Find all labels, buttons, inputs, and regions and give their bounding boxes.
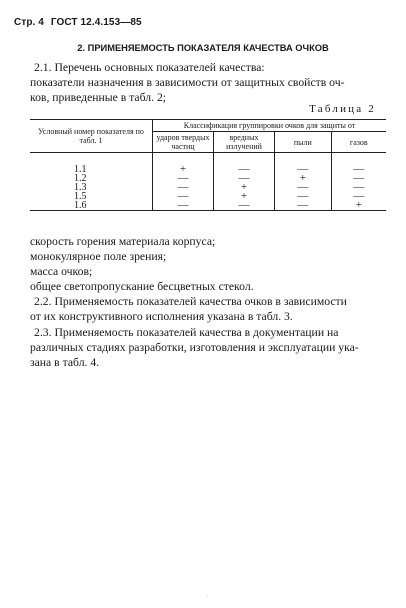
table-cell: — [331,174,386,183]
table-cell: — [153,183,214,192]
table-cell: — [331,192,386,201]
indicator-list [30,234,384,294]
paragraph-line: 2.3. Применяемость показателей качества в документации на [34,326,339,339]
table-cell: + [214,183,275,192]
list-item: скорость горения материала корпуса; [30,235,216,248]
table-row [30,201,386,211]
table-cell: — [153,174,214,183]
list-item: масса очков; [30,265,93,278]
standard-code: ГОСТ 12.4.153—85 [50,17,142,28]
col-header-impact: ударов твердых частиц [153,132,214,153]
table-cell: — [153,201,214,211]
table-2 [30,119,386,211]
table-cell: + [275,174,332,183]
paragraph-2-2 [30,294,384,324]
table-cell: + [331,201,386,211]
table-cell: — [275,183,332,192]
footer-mark: · [206,594,208,600]
row-number: 1.6 [30,201,153,211]
table-cell: + [214,192,275,201]
table-cell: — [214,174,275,183]
table-cell: — [275,165,332,174]
paragraph-2-3 [30,325,384,370]
table-cell: — [214,165,275,174]
table-cell: — [331,183,386,192]
list-item: общее светопропускание бесцветных стекол. [30,280,254,293]
table-cell: — [275,201,332,211]
paragraph-line: от их конструктивного исполнения указана в табл. 3. [30,310,293,323]
paragraph-line: показатели назначения в зависимости от защитных свойств оч- [30,76,345,89]
paragraph-line: зана в табл. 4. [30,356,100,369]
col-header-gas: газов [331,132,386,153]
page-number: Стр. 4 [14,17,44,28]
col-header-radiation: вредных излучений [214,132,275,153]
list-item: монокулярное поле зрения; [30,250,167,263]
table-cell: + [153,165,214,174]
row-number: 1.1 [74,163,87,175]
paragraph-line: 2.1. Перечень основных показателей качества: [34,61,265,74]
table-cell: — [214,201,275,211]
row-number: 1.3 [74,181,87,193]
paragraph-line: 2.2. Применяемость показателей качества очков в зависимости [34,295,347,308]
table-cell: — [275,192,332,201]
paragraph-line: ков, приведенные в табл. 2; [30,91,167,104]
col-header-indicator: Условный номер показателя по табл. 1 [30,120,153,153]
page-header [14,17,142,28]
table-caption: Таблица 2 [309,103,376,115]
section-title: 2. ПРИМЕНЯЕМОСТЬ ПОКАЗАТЕЛЯ КАЧЕСТВА ОЧКОВ [77,43,329,53]
paragraph-2-1 [30,60,384,105]
row-number: 1.2 [74,172,87,184]
paragraph-line: различных стадиях разработки, изготовления и эксплуатации ука- [30,341,359,354]
table-cell: — [331,165,386,174]
col-header-group: Классификация группировки очков для защиты от [153,120,387,132]
table-cell: — [153,192,214,201]
col-header-dust: пыли [275,132,332,153]
row-number: 1.5 [74,190,87,202]
